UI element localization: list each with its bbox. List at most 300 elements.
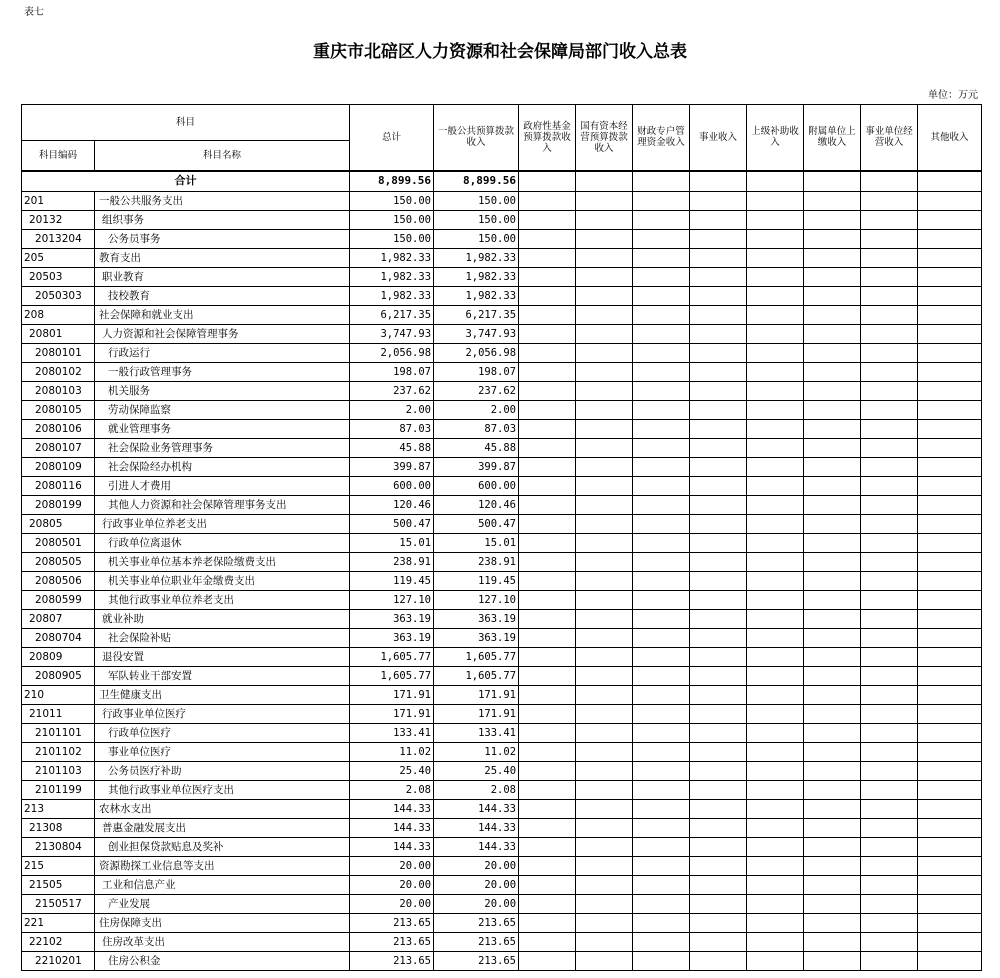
empty-cell bbox=[918, 762, 982, 781]
empty-cell bbox=[861, 610, 918, 629]
row-general: 45.88 bbox=[434, 439, 519, 458]
row-name: 其他人力资源和社会保障管理事务支出 bbox=[95, 496, 350, 515]
empty-cell bbox=[576, 382, 633, 401]
empty-cell bbox=[918, 629, 982, 648]
empty-cell bbox=[519, 249, 576, 268]
row-name: 组织事务 bbox=[95, 211, 350, 230]
empty-cell bbox=[861, 230, 918, 249]
empty-cell bbox=[690, 648, 747, 667]
row-total: 3,747.93 bbox=[350, 325, 434, 344]
empty-cell bbox=[918, 420, 982, 439]
empty-cell bbox=[861, 344, 918, 363]
table-row bbox=[22, 857, 982, 876]
empty-cell bbox=[690, 439, 747, 458]
row-name: 社会保险业务管理事务 bbox=[95, 439, 350, 458]
empty-cell bbox=[861, 857, 918, 876]
table-row bbox=[22, 648, 982, 667]
row-code: 21505 bbox=[22, 876, 95, 895]
empty-cell bbox=[519, 496, 576, 515]
empty-cell bbox=[576, 230, 633, 249]
empty-cell bbox=[633, 952, 690, 971]
empty-cell bbox=[918, 952, 982, 971]
empty-cell bbox=[804, 914, 861, 933]
empty-cell bbox=[918, 211, 982, 230]
empty-cell bbox=[861, 876, 918, 895]
row-code: 20801 bbox=[22, 325, 95, 344]
row-total: 20.00 bbox=[350, 895, 434, 914]
income-summary-table bbox=[21, 104, 982, 971]
empty-cell bbox=[519, 268, 576, 287]
empty-cell bbox=[519, 325, 576, 344]
empty-cell bbox=[747, 686, 804, 705]
empty-cell bbox=[804, 382, 861, 401]
empty-cell bbox=[861, 382, 918, 401]
row-code: 21308 bbox=[22, 819, 95, 838]
empty-cell bbox=[747, 344, 804, 363]
empty-cell bbox=[918, 553, 982, 572]
empty-cell bbox=[576, 306, 633, 325]
empty-cell bbox=[861, 192, 918, 211]
header-special: 财政专户管理资金收入 bbox=[633, 105, 690, 171]
row-name: 退役安置 bbox=[95, 648, 350, 667]
empty-cell bbox=[633, 705, 690, 724]
row-code: 2150517 bbox=[22, 895, 95, 914]
empty-cell bbox=[690, 610, 747, 629]
empty-cell bbox=[519, 629, 576, 648]
row-total: 150.00 bbox=[350, 192, 434, 211]
empty-cell bbox=[576, 458, 633, 477]
empty-cell bbox=[519, 686, 576, 705]
row-general: 213.65 bbox=[434, 933, 519, 952]
empty-cell bbox=[633, 724, 690, 743]
row-general: 1,982.33 bbox=[434, 287, 519, 306]
empty-cell bbox=[747, 781, 804, 800]
empty-cell bbox=[804, 496, 861, 515]
row-name: 公务员事务 bbox=[95, 230, 350, 249]
row-name: 行政单位离退休 bbox=[95, 534, 350, 553]
row-total: 600.00 bbox=[350, 477, 434, 496]
empty-cell bbox=[918, 192, 982, 211]
row-general: 6,217.35 bbox=[434, 306, 519, 325]
row-code: 2101102 bbox=[22, 743, 95, 762]
row-general: 20.00 bbox=[434, 895, 519, 914]
empty-cell bbox=[690, 743, 747, 762]
row-general: 171.91 bbox=[434, 705, 519, 724]
row-total: 150.00 bbox=[350, 230, 434, 249]
row-code: 2210201 bbox=[22, 952, 95, 971]
empty-cell bbox=[519, 287, 576, 306]
empty-cell bbox=[519, 211, 576, 230]
row-total: 6,217.35 bbox=[350, 306, 434, 325]
empty-cell bbox=[690, 933, 747, 952]
empty-cell bbox=[918, 705, 982, 724]
empty-cell bbox=[804, 230, 861, 249]
row-general: 1,982.33 bbox=[434, 249, 519, 268]
row-name: 农林水支出 bbox=[95, 800, 350, 819]
empty-cell bbox=[690, 287, 747, 306]
row-code: 2080102 bbox=[22, 363, 95, 382]
header-state-capital: 国有资本经营预算拨款收入 bbox=[576, 105, 633, 171]
empty-cell bbox=[519, 363, 576, 382]
empty-cell bbox=[918, 819, 982, 838]
empty-cell bbox=[690, 667, 747, 686]
empty-cell bbox=[690, 171, 747, 192]
table-row bbox=[22, 686, 982, 705]
empty-cell bbox=[804, 401, 861, 420]
empty-cell bbox=[861, 572, 918, 591]
empty-cell bbox=[918, 800, 982, 819]
row-code: 213 bbox=[22, 800, 95, 819]
row-general: 1,982.33 bbox=[434, 268, 519, 287]
empty-cell bbox=[519, 553, 576, 572]
empty-cell bbox=[861, 762, 918, 781]
empty-cell bbox=[576, 287, 633, 306]
empty-cell bbox=[747, 268, 804, 287]
empty-cell bbox=[861, 420, 918, 439]
row-code: 2101103 bbox=[22, 762, 95, 781]
empty-cell bbox=[576, 800, 633, 819]
table-row bbox=[22, 420, 982, 439]
row-code: 2101199 bbox=[22, 781, 95, 800]
empty-cell bbox=[861, 477, 918, 496]
empty-cell bbox=[519, 458, 576, 477]
empty-cell bbox=[861, 363, 918, 382]
empty-cell bbox=[747, 952, 804, 971]
empty-cell bbox=[690, 401, 747, 420]
empty-cell bbox=[747, 895, 804, 914]
empty-cell bbox=[804, 610, 861, 629]
empty-cell bbox=[747, 800, 804, 819]
row-total: 150.00 bbox=[350, 211, 434, 230]
empty-cell bbox=[747, 648, 804, 667]
empty-cell bbox=[918, 344, 982, 363]
empty-cell bbox=[519, 306, 576, 325]
empty-cell bbox=[861, 952, 918, 971]
empty-cell bbox=[633, 420, 690, 439]
table-row bbox=[22, 325, 982, 344]
row-total: 399.87 bbox=[350, 458, 434, 477]
row-general: 144.33 bbox=[434, 819, 519, 838]
row-name: 机关事业单位基本养老保险缴费支出 bbox=[95, 553, 350, 572]
row-total: 171.91 bbox=[350, 686, 434, 705]
row-code: 2080101 bbox=[22, 344, 95, 363]
empty-cell bbox=[633, 249, 690, 268]
empty-cell bbox=[747, 325, 804, 344]
empty-cell bbox=[576, 857, 633, 876]
row-general: 87.03 bbox=[434, 420, 519, 439]
table-row bbox=[22, 952, 982, 971]
header-subject: 科目 bbox=[22, 105, 350, 141]
row-general: 2.08 bbox=[434, 781, 519, 800]
row-code: 215 bbox=[22, 857, 95, 876]
row-general: 600.00 bbox=[434, 477, 519, 496]
table-row bbox=[22, 249, 982, 268]
row-name: 引进人才费用 bbox=[95, 477, 350, 496]
empty-cell bbox=[519, 401, 576, 420]
row-general: 237.62 bbox=[434, 382, 519, 401]
empty-cell bbox=[918, 515, 982, 534]
empty-cell bbox=[804, 572, 861, 591]
empty-cell bbox=[804, 819, 861, 838]
empty-cell bbox=[747, 439, 804, 458]
table-row bbox=[22, 895, 982, 914]
row-name: 社会保障和就业支出 bbox=[95, 306, 350, 325]
empty-cell bbox=[918, 686, 982, 705]
empty-cell bbox=[747, 515, 804, 534]
row-total: 1,982.33 bbox=[350, 287, 434, 306]
empty-cell bbox=[633, 171, 690, 192]
empty-cell bbox=[747, 667, 804, 686]
row-code: 2080199 bbox=[22, 496, 95, 515]
empty-cell bbox=[804, 648, 861, 667]
row-general: 150.00 bbox=[434, 230, 519, 249]
empty-cell bbox=[747, 572, 804, 591]
empty-cell bbox=[633, 287, 690, 306]
empty-cell bbox=[633, 192, 690, 211]
empty-cell bbox=[804, 249, 861, 268]
empty-cell bbox=[861, 629, 918, 648]
row-total: 363.19 bbox=[350, 629, 434, 648]
row-name: 职业教育 bbox=[95, 268, 350, 287]
row-general: 198.07 bbox=[434, 363, 519, 382]
table-row bbox=[22, 458, 982, 477]
empty-cell bbox=[747, 610, 804, 629]
table-row bbox=[22, 363, 982, 382]
empty-cell bbox=[804, 211, 861, 230]
empty-cell bbox=[861, 819, 918, 838]
table-row bbox=[22, 515, 982, 534]
header-name: 科目名称 bbox=[95, 141, 350, 171]
empty-cell bbox=[576, 705, 633, 724]
empty-cell bbox=[747, 762, 804, 781]
empty-cell bbox=[633, 268, 690, 287]
empty-cell bbox=[747, 496, 804, 515]
row-general: 15.01 bbox=[434, 534, 519, 553]
header-other: 其他收入 bbox=[918, 105, 982, 171]
row-code: 20132 bbox=[22, 211, 95, 230]
empty-cell bbox=[861, 249, 918, 268]
row-total: 133.41 bbox=[350, 724, 434, 743]
row-general: 213.65 bbox=[434, 952, 519, 971]
empty-cell bbox=[576, 781, 633, 800]
empty-cell bbox=[804, 534, 861, 553]
row-code: 22102 bbox=[22, 933, 95, 952]
empty-cell bbox=[861, 895, 918, 914]
row-code: 2080103 bbox=[22, 382, 95, 401]
table-row bbox=[22, 743, 982, 762]
table-row bbox=[22, 553, 982, 572]
table-row bbox=[22, 629, 982, 648]
empty-cell bbox=[918, 171, 982, 192]
empty-cell bbox=[804, 287, 861, 306]
row-name: 住房公积金 bbox=[95, 952, 350, 971]
empty-cell bbox=[633, 230, 690, 249]
row-code: 2080109 bbox=[22, 458, 95, 477]
empty-cell bbox=[576, 895, 633, 914]
empty-cell bbox=[747, 534, 804, 553]
empty-cell bbox=[918, 249, 982, 268]
empty-cell bbox=[861, 667, 918, 686]
row-code: 221 bbox=[22, 914, 95, 933]
row-general: 25.40 bbox=[434, 762, 519, 781]
row-total: 1,982.33 bbox=[350, 268, 434, 287]
row-code: 2101101 bbox=[22, 724, 95, 743]
empty-cell bbox=[519, 610, 576, 629]
empty-cell bbox=[519, 781, 576, 800]
table-row bbox=[22, 705, 982, 724]
empty-cell bbox=[861, 743, 918, 762]
row-code: 2080905 bbox=[22, 667, 95, 686]
empty-cell bbox=[519, 171, 576, 192]
empty-cell bbox=[519, 192, 576, 211]
empty-cell bbox=[576, 344, 633, 363]
page-title: 重庆市北碚区人力资源和社会保障局部门收入总表 bbox=[313, 42, 687, 62]
row-general: 238.91 bbox=[434, 553, 519, 572]
empty-cell bbox=[519, 895, 576, 914]
empty-cell bbox=[690, 914, 747, 933]
empty-cell bbox=[804, 705, 861, 724]
empty-cell bbox=[861, 914, 918, 933]
empty-cell bbox=[861, 287, 918, 306]
empty-cell bbox=[918, 876, 982, 895]
row-total: 237.62 bbox=[350, 382, 434, 401]
table-row bbox=[22, 287, 982, 306]
header-total: 总计 bbox=[350, 105, 434, 171]
empty-cell bbox=[747, 553, 804, 572]
empty-cell bbox=[690, 192, 747, 211]
empty-cell bbox=[576, 268, 633, 287]
row-total: 120.46 bbox=[350, 496, 434, 515]
empty-cell bbox=[804, 781, 861, 800]
empty-cell bbox=[861, 515, 918, 534]
row-general: 144.33 bbox=[434, 838, 519, 857]
row-name: 工业和信息产业 bbox=[95, 876, 350, 895]
empty-cell bbox=[633, 762, 690, 781]
empty-cell bbox=[519, 800, 576, 819]
empty-cell bbox=[690, 591, 747, 610]
empty-cell bbox=[633, 914, 690, 933]
row-code: 21011 bbox=[22, 705, 95, 724]
empty-cell bbox=[690, 819, 747, 838]
row-name: 机关服务 bbox=[95, 382, 350, 401]
row-code: 208 bbox=[22, 306, 95, 325]
empty-cell bbox=[861, 496, 918, 515]
row-name: 公务员医疗补助 bbox=[95, 762, 350, 781]
empty-cell bbox=[633, 933, 690, 952]
row-name: 社会保险经办机构 bbox=[95, 458, 350, 477]
empty-cell bbox=[918, 382, 982, 401]
empty-cell bbox=[804, 458, 861, 477]
row-general: 150.00 bbox=[434, 211, 519, 230]
row-total: 213.65 bbox=[350, 914, 434, 933]
empty-cell bbox=[690, 686, 747, 705]
row-general: 20.00 bbox=[434, 857, 519, 876]
empty-cell bbox=[861, 268, 918, 287]
empty-cell bbox=[576, 171, 633, 192]
empty-cell bbox=[861, 933, 918, 952]
empty-cell bbox=[804, 895, 861, 914]
empty-cell bbox=[576, 553, 633, 572]
empty-cell bbox=[861, 781, 918, 800]
empty-cell bbox=[633, 477, 690, 496]
empty-cell bbox=[861, 211, 918, 230]
empty-cell bbox=[519, 534, 576, 553]
header-superior: 上级补助收入 bbox=[747, 105, 804, 171]
empty-cell bbox=[747, 724, 804, 743]
empty-cell bbox=[633, 819, 690, 838]
empty-cell bbox=[690, 458, 747, 477]
total-amount: 8,899.56 bbox=[350, 171, 434, 192]
empty-cell bbox=[519, 876, 576, 895]
empty-cell bbox=[690, 211, 747, 230]
empty-cell bbox=[633, 610, 690, 629]
empty-cell bbox=[918, 363, 982, 382]
row-name: 劳动保障监察 bbox=[95, 401, 350, 420]
empty-cell bbox=[519, 857, 576, 876]
row-total: 1,605.77 bbox=[350, 667, 434, 686]
row-general: 11.02 bbox=[434, 743, 519, 762]
empty-cell bbox=[633, 781, 690, 800]
empty-cell bbox=[633, 534, 690, 553]
empty-cell bbox=[747, 382, 804, 401]
row-total: 87.03 bbox=[350, 420, 434, 439]
empty-cell bbox=[519, 420, 576, 439]
empty-cell bbox=[633, 648, 690, 667]
empty-cell bbox=[633, 306, 690, 325]
empty-cell bbox=[519, 382, 576, 401]
row-code: 2130804 bbox=[22, 838, 95, 857]
empty-cell bbox=[861, 401, 918, 420]
empty-cell bbox=[690, 420, 747, 439]
empty-cell bbox=[747, 477, 804, 496]
empty-cell bbox=[918, 743, 982, 762]
empty-cell bbox=[861, 705, 918, 724]
empty-cell bbox=[804, 876, 861, 895]
empty-cell bbox=[519, 439, 576, 458]
empty-cell bbox=[804, 553, 861, 572]
table-row bbox=[22, 838, 982, 857]
empty-cell bbox=[747, 230, 804, 249]
row-total: 213.65 bbox=[350, 933, 434, 952]
row-total: 213.65 bbox=[350, 952, 434, 971]
empty-cell bbox=[576, 496, 633, 515]
header-general: 一般公共预算拨款收入 bbox=[434, 105, 519, 171]
empty-cell bbox=[804, 439, 861, 458]
row-total: 2.08 bbox=[350, 781, 434, 800]
empty-cell bbox=[918, 477, 982, 496]
row-code: 2080704 bbox=[22, 629, 95, 648]
row-total: 25.40 bbox=[350, 762, 434, 781]
row-total: 144.33 bbox=[350, 838, 434, 857]
empty-cell bbox=[747, 933, 804, 952]
table-row bbox=[22, 819, 982, 838]
row-code: 2080501 bbox=[22, 534, 95, 553]
empty-cell bbox=[861, 439, 918, 458]
empty-cell bbox=[747, 287, 804, 306]
empty-cell bbox=[918, 724, 982, 743]
total-row bbox=[22, 171, 982, 192]
empty-cell bbox=[690, 344, 747, 363]
empty-cell bbox=[519, 819, 576, 838]
empty-cell bbox=[519, 591, 576, 610]
empty-cell bbox=[576, 667, 633, 686]
empty-cell bbox=[861, 306, 918, 325]
row-general: 20.00 bbox=[434, 876, 519, 895]
empty-cell bbox=[804, 268, 861, 287]
table-row bbox=[22, 933, 982, 952]
empty-cell bbox=[804, 838, 861, 857]
row-total: 171.91 bbox=[350, 705, 434, 724]
